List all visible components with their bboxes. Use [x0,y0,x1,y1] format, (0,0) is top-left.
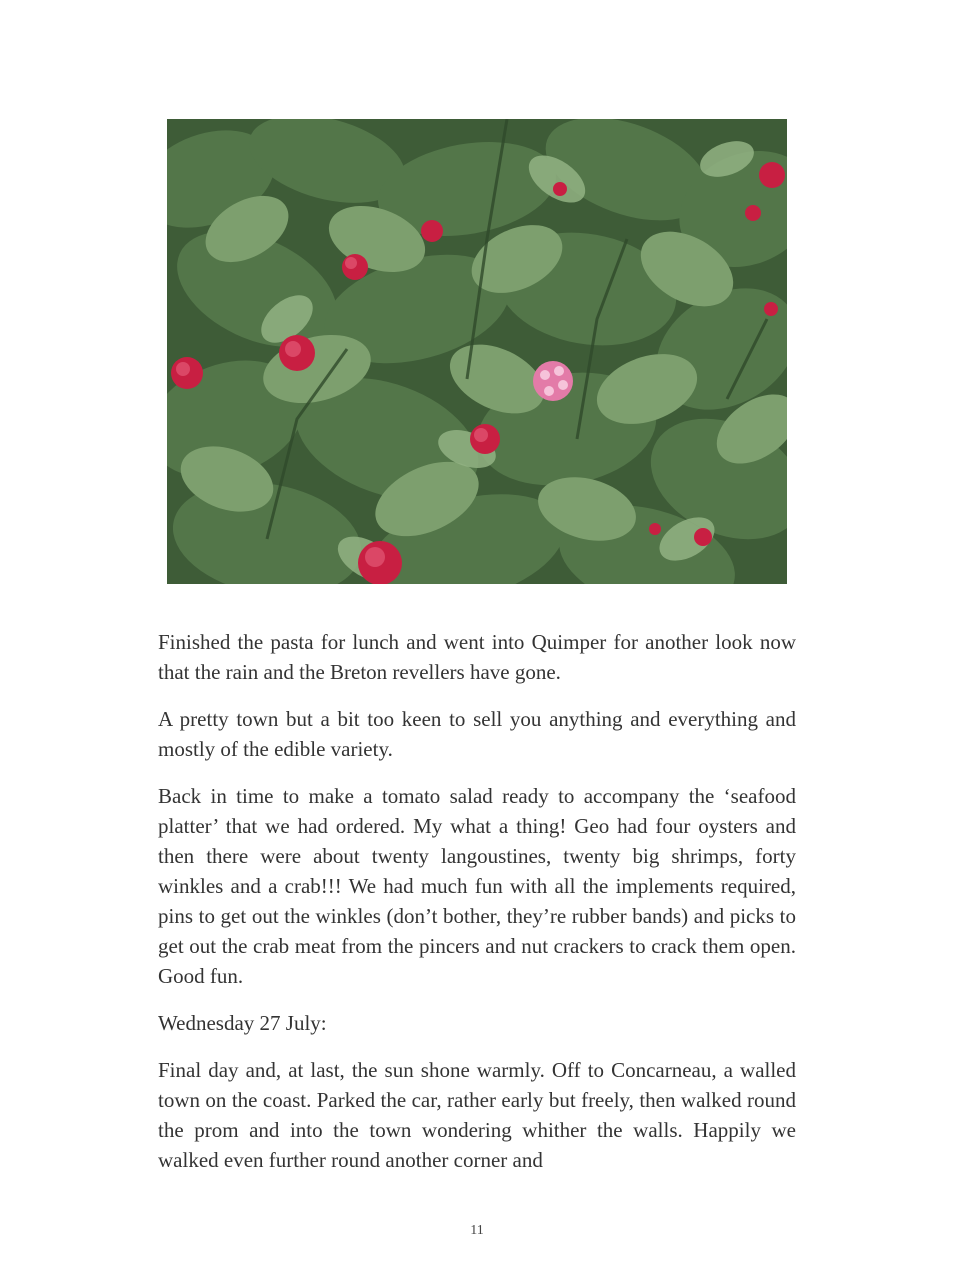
paragraph-pretty-town: A pretty town but a bit too keen to sell you anything and everything and mostly of the edible variety. [158,707,796,761]
shrub-photo [167,119,787,584]
paragraph-seafood-platter: Back in time to make a tomato salad ready to accompany the ‘seafood platter’ that we had ordered. My what a thing! Geo had four oysters and then there were about twenty langoustines, twenty big shrimps, forty winkles and a crab!!! We had much fun with all the implements required, pins to get out the winkles (don’t bother, they’re rubber bands) and picks to get out the crab meat from the pincers and nut crackers to crack them open. Good fun. [158,784,796,988]
shrub-illustration [167,119,787,584]
page-number: 11 [470,1223,484,1238]
date-heading: Wednesday 27 July: [158,1011,327,1035]
paragraph-lunch-quimper: Finished the pasta for lunch and went into Quimper for another look now that the rain and the Breton revellers have gone. [158,630,796,684]
paragraph-concarneau: Final day and, at last, the sun shone warmly. Off to Concarneau, a walled town on the coast. Parked the car, rather early but freely, then walked round the prom and into the town wondering whither the walls. Happily we walked even further round another corner and [158,1058,796,1172]
journal-text [158,627,796,1192]
